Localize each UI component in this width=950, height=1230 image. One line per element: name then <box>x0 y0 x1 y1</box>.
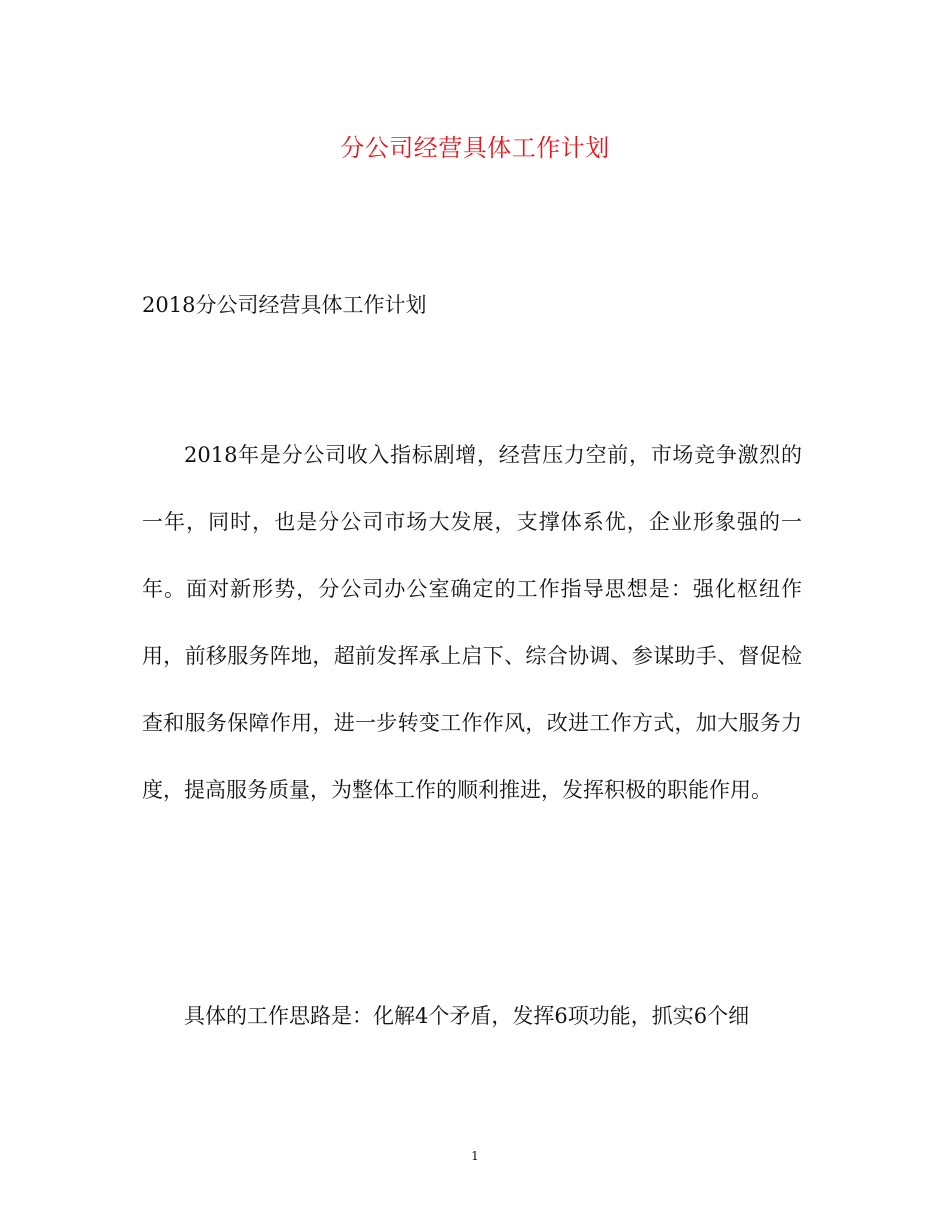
body-paragraph-1: 2018年是分公司收入指标剧增，经营压力空前，市场竞争激烈的一年，同时，也是分公司市场大发展，支撑体系优，企业形象强的一年。面对新形势，分公司办公室确定的工作指导思想是：强化枢纽作用，前移服务阵地，超前发挥承上启下、综合协调、参谋助手、督促检查和服务保障作用，进一步转变工作作风，改进工作方式，加大服务力度，提高服务质量，为整体工作的顺利推进，发挥积极的职能作用。 <box>142 443 802 802</box>
document-subtitle: 2018分公司经营具体工作计划 <box>142 293 427 317</box>
page-number: 1 <box>471 1149 479 1163</box>
body-paragraph-2: 具体的工作思路是：化解4个矛盾，发挥6项功能，抓实6个细 <box>184 1004 750 1028</box>
document-title: 分公司经营具体工作计划 <box>340 134 610 162</box>
